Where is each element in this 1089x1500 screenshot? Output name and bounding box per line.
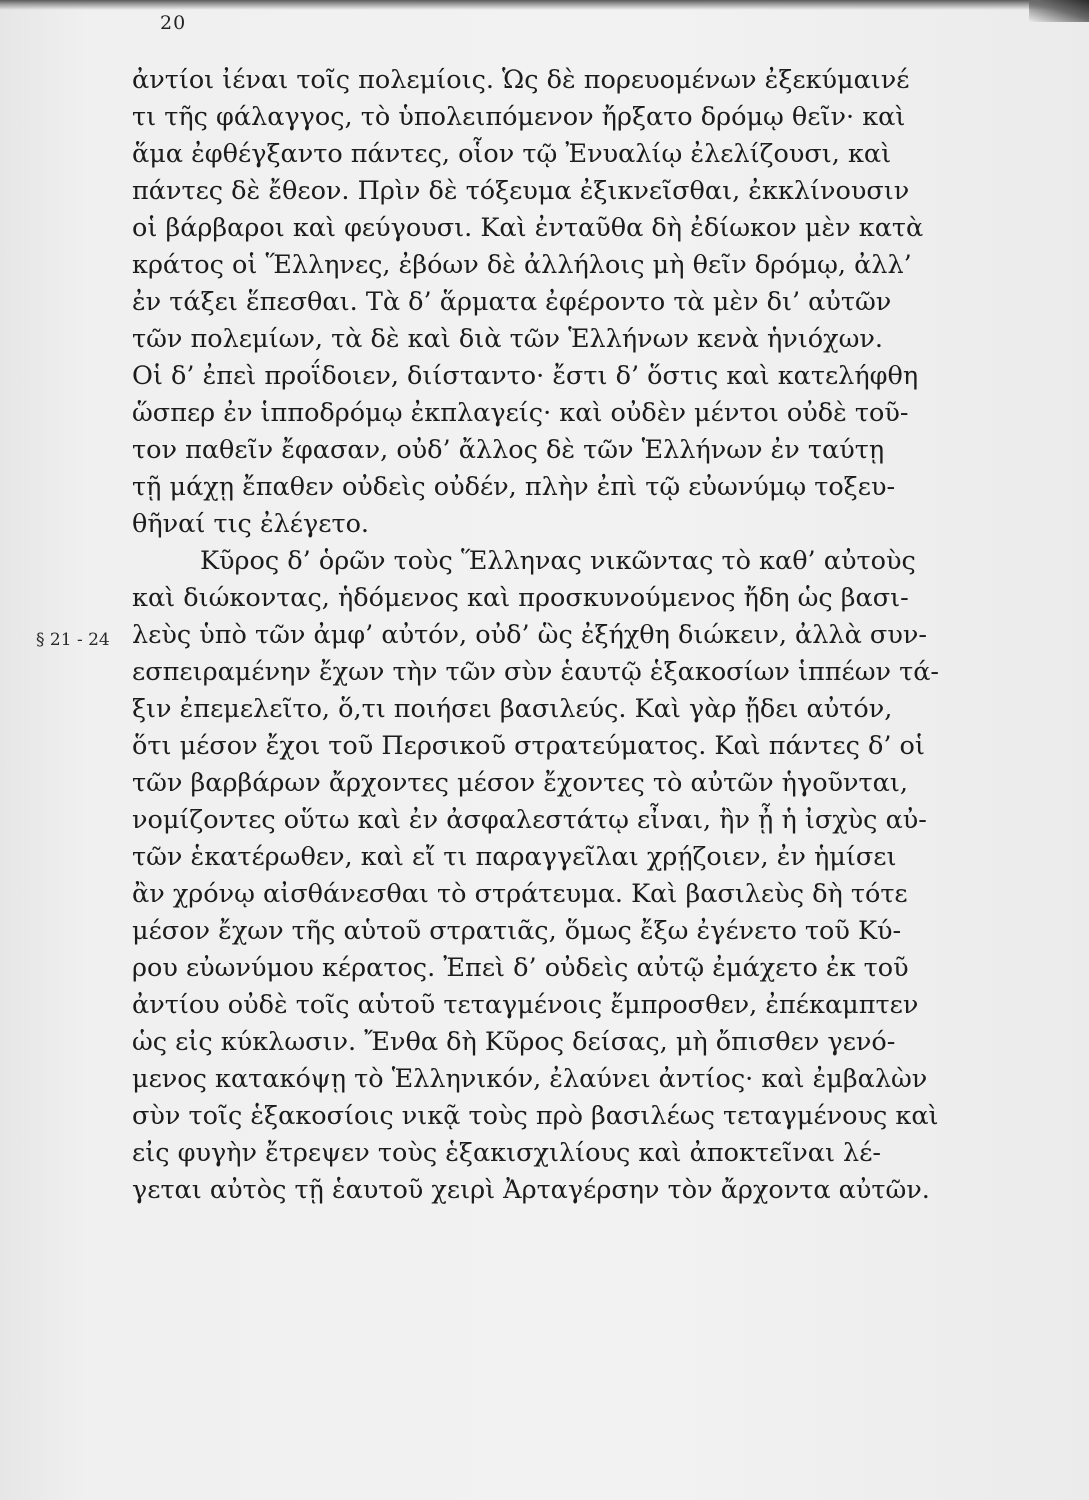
text-line: σὺν τοῖς ἑξακοσίοις νικᾷ τοὺς πρὸ βασιλέως τεταγμένους καὶ [132, 1101, 939, 1131]
text-line: οἱ βάρβαροι καὶ φεύγουσι. Καὶ ἐνταῦθα δὴ ἐδίωκον μὲν κατὰ [132, 213, 924, 243]
text-line: μέσον ἔχων τῆς αὑτοῦ στρατιᾶς, ὅμως ἔξω ἐγένετο τοῦ Κύ- [132, 916, 902, 946]
text-line: εσπειραμένην ἔχων τὴν τῶν σὺν ἑαυτῷ ἑξακοσίων ἱππέων τά- [132, 657, 940, 687]
text-line: λεὺς ὑπὸ τῶν ἀμφ’ αὐτόν, οὐδ’ ὣς ἐξήχθη διώκειν, ἀλλὰ συν- [132, 620, 927, 650]
text-line: ξιν ἐπεμελεῖτο, ὅ,τι ποιήσει βασιλεύς. Καὶ γὰρ ᾔδει αὐτόν, [132, 694, 893, 724]
text-line: ἂν χρόνῳ αἰσθάνεσθαι τὸ στράτευμα. Καὶ βασιλεὺς δὴ τότε [132, 879, 908, 909]
text-line: ὡς εἰς κύκλωσιν. Ἔνθα δὴ Κῦρος δείσας, μὴ ὄπισθεν γενό- [132, 1027, 896, 1057]
greek-text-block [132, 62, 1020, 1209]
text-line: μενος κατακόψῃ τὸ Ἑλληνικόν, ἐλαύνει ἀντίος· καὶ ἐμβαλὼν [132, 1064, 928, 1094]
text-line: τον παθεῖν ἔφασαν, οὐδ’ ἄλλος δὲ τῶν Ἑλλήνων ἐν ταύτῃ [132, 435, 885, 465]
text-line: τῇ μάχῃ ἔπαθεν οὐδεὶς οὐδέν, πλὴν ἐπὶ τῷ εὐωνύμῳ τοξευ- [132, 472, 896, 502]
scan-shadow-top [0, 0, 1089, 10]
text-line: καὶ διώκοντας, ἡδόμενος καὶ προσκυνούμενος ἤδη ὡς βασι- [132, 583, 909, 613]
text-line: Οἱ δ’ ἐπεὶ προΐδοιεν, διίσταντο· ἔστι δ’ ὅστις καὶ κατελήφθη [132, 361, 919, 391]
text-line: τι τῆς φάλαγγος, τὸ ὑπολειπόμενον ἤρξατο δρόμῳ θεῖν· καὶ [132, 102, 906, 132]
text-line: νομίζοντες οὕτω καὶ ἐν ἀσφαλεστάτῳ εἶναι, ἢν ᾖ ἡ ἰσχὺς αὐ- [132, 805, 927, 835]
text-line: ὥσπερ ἐν ἱπποδρόμῳ ἐκπλαγείς· καὶ οὐδὲν μέντοι οὐδὲ τοῦ- [132, 398, 909, 428]
text-line: τῶν βαρβάρων ἄρχοντες μέσον ἔχοντες τὸ αὐτῶν ἡγοῦνται, [132, 768, 908, 798]
text-line: ρου εὐωνύμου κέρατος. Ἐπεὶ δ’ οὐδεὶς αὐτῷ ἐμάχετο ἐκ τοῦ [132, 953, 909, 983]
text-line: ἅμα ἐφθέγξαντο πάντες, οἷον τῷ Ἐνυαλίῳ ἐλελίζουσι, καὶ [132, 139, 892, 169]
section-marker: § 21 - 24 [36, 630, 110, 650]
text-line: κράτος οἱ Ἕλληνες, ἐβόων δὲ ἀλλήλοις μὴ θεῖν δρόμῳ, ἀλλ’ [132, 250, 912, 280]
text-line: εἰς φυγὴν ἔτρεψεν τοὺς ἑξακισχιλίους καὶ ἀποκτεῖναι λέ- [132, 1138, 882, 1168]
text-line: τῶν πολεμίων, τὰ δὲ καὶ διὰ τῶν Ἑλλήνων κενὰ ἡνιόχων. [132, 324, 884, 354]
text-line: τῶν ἑκατέρωθεν, καὶ εἴ τι παραγγεῖλαι χρῄζοιεν, ἐν ἡμίσει [132, 842, 897, 872]
scan-shadow-corner [1029, 0, 1089, 22]
text-line: γεται αὐτὸς τῇ ἑαυτοῦ χειρὶ Ἀρταγέρσην τὸν ἄρχοντα αὐτῶν. [132, 1175, 930, 1205]
text-line: θῆναί τις ἐλέγετο. [132, 509, 370, 539]
text-line: ἀντίου οὐδὲ τοῖς αὑτοῦ τεταγμένοις ἔμπροσθεν, ἐπέκαμπτεν [132, 990, 919, 1020]
paragraph-start-line: Κῦρος δ’ ὁρῶν τοὺς Ἕλληνας νικῶντας τὸ καθ’ αὐτοὺς [200, 546, 916, 576]
text-line: ἐν τάξει ἕπεσθαι. Τὰ δ’ ἅρματα ἐφέροντο τὰ μὲν δι’ αὐτῶν [132, 287, 892, 317]
page-number: 20 [160, 12, 187, 34]
text-line: ὅτι μέσον ἔχοι τοῦ Περσικοῦ στρατεύματος. Καὶ πάντες δ’ οἱ [132, 731, 925, 761]
text-line: πάντες δὲ ἔθεον. Πρὶν δὲ τόξευμα ἐξικνεῖσθαι, ἐκκλίνουσιν [132, 176, 910, 206]
text-line: ἀντίοι ἰέναι τοῖς πολεμίοις. Ὡς δὲ πορευομένων ἐξεκύμαινέ [132, 65, 910, 95]
